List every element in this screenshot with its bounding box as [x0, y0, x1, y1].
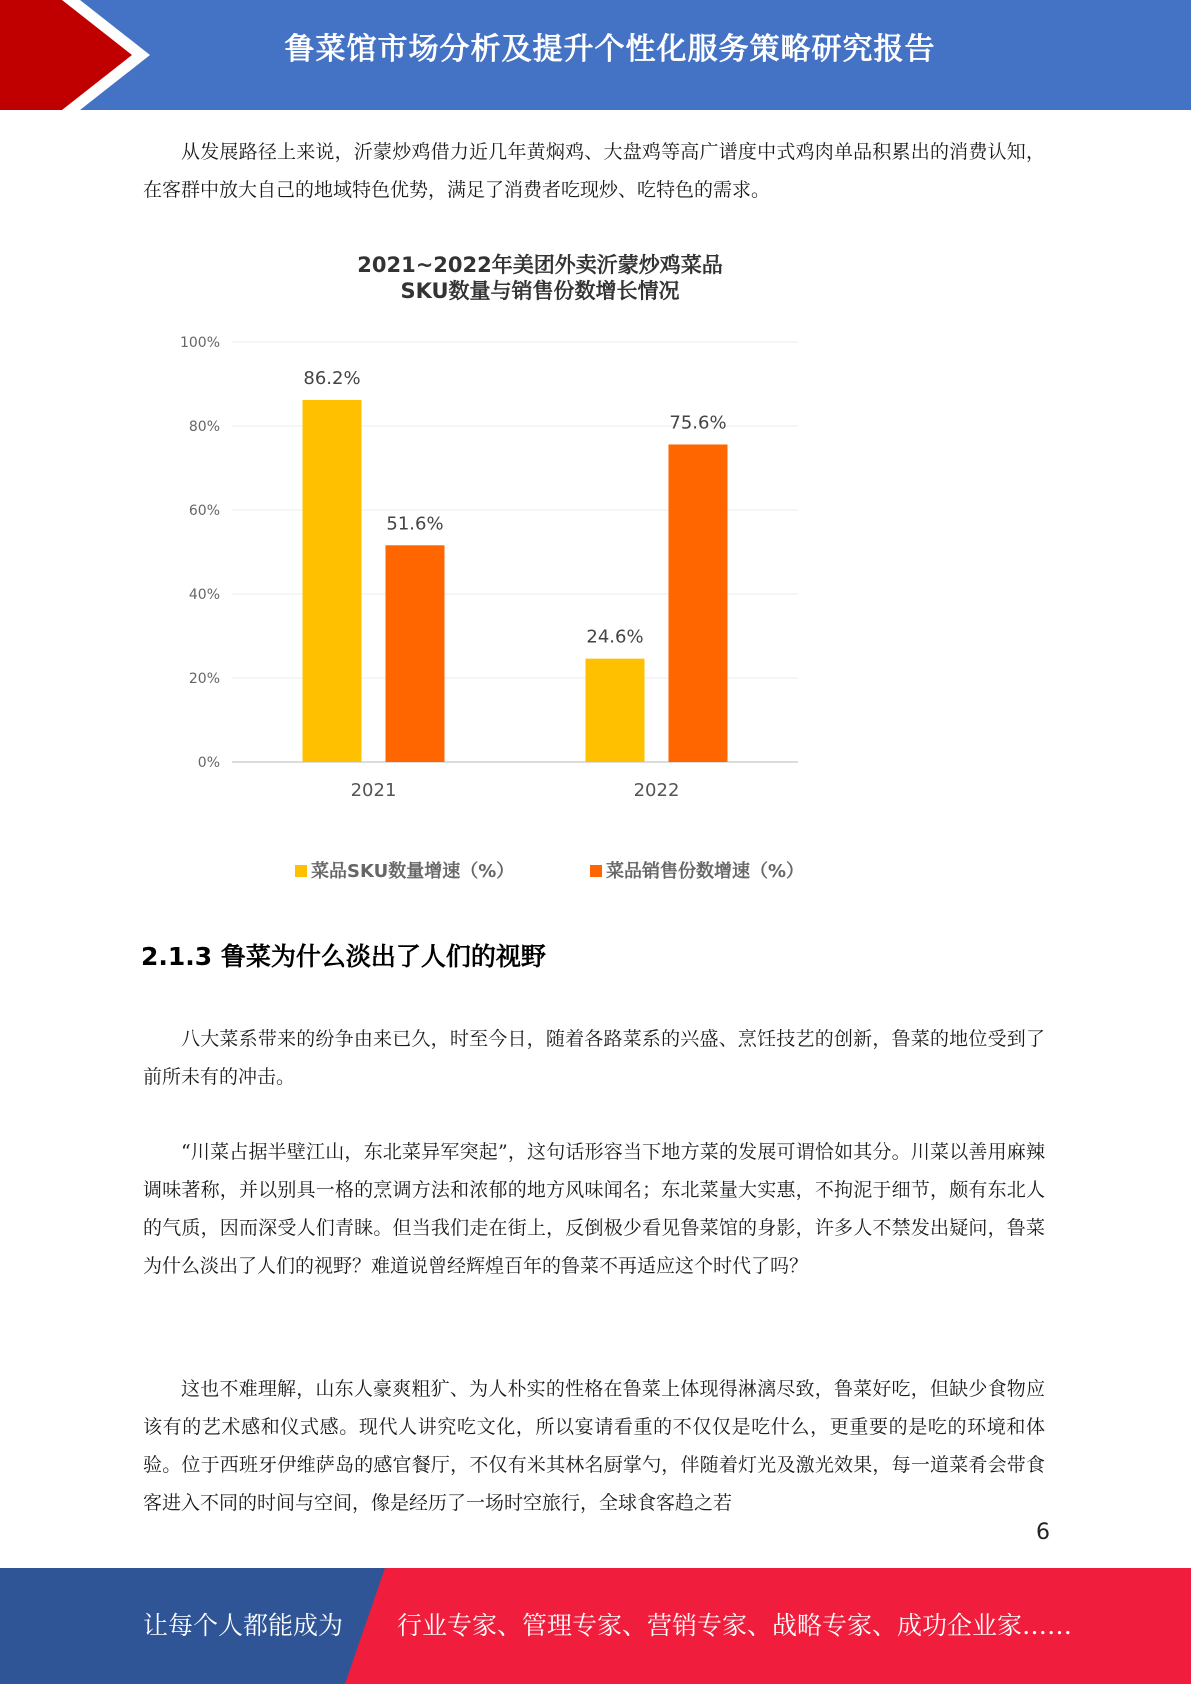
legend-swatch — [590, 865, 602, 877]
bar-sales-2021 — [386, 545, 445, 762]
legend-label: 菜品SKU数量增速（%） — [311, 861, 515, 882]
y-tick-label: 0% — [197, 755, 220, 771]
legend-label: 菜品销售份数增速（%） — [606, 861, 805, 882]
footer-slogan-right: 行业专家、管理专家、营销专家、战略专家、成功企业家…… — [397, 1611, 1073, 1640]
paragraph-body-3: 这也不难理解，山东人豪爽粗犷、为人朴实的性格在鲁菜上体现得淋漓尽致，鲁菜好吃，但缺少食物应该有的艺术感和仪式感。现代人讲究吃文化，所以宴请看重的不仅仅是吃什么，更重要的是吃的环境和体验。位于西班牙伊维萨岛的感官餐厅，不仅有米其林名厨掌勺，伴随着灯光及激光效果，每一道菜肴会带食客进入不同的时间与空间，像是经历了一场时空旅行，全球食客趋之若 — [143, 1378, 1045, 1514]
bar-sales-2022 — [669, 444, 728, 762]
report-title: 鲁菜馆市场分析及提升个性化服务策略研究报告 — [284, 32, 936, 67]
x-tick-label: 2022 — [633, 780, 680, 801]
footer-slogan-left: 让每个人都能成为 — [143, 1611, 344, 1640]
chart-title: 2021~2022年美团外卖沂蒙炒鸡菜品 — [357, 253, 723, 277]
y-tick-label: 100% — [179, 335, 220, 351]
y-tick-label: 80% — [188, 419, 220, 435]
page-number: 6 — [1036, 1520, 1050, 1545]
paragraph-body-2: “川菜占据半壁江山，东北菜异军突起”，这句话形容当下地方菜的发展可谓恰如其分。川菜以善用麻辣调味著称，并以别具一格的烹调方法和浓郁的地方风味闻名；东北菜量大实惠，不拘泥于细节，颇有东北人的气质，因而深受人们青睐。但当我们走在街上，反倒极少看见鲁菜馆的身影，许多人不禁发出疑问，鲁菜为什么淡出了人们的视野？难道说曾经辉煌百年的鲁菜不再适应这个时代了吗？ — [143, 1141, 1045, 1277]
y-tick-label: 20% — [188, 671, 220, 687]
y-tick-label: 40% — [188, 587, 220, 603]
chart-subtitle: SKU数量与销售份数增长情况 — [400, 279, 680, 303]
bar-sku-2022 — [586, 659, 645, 762]
bar-chart — [170, 245, 890, 895]
bar-data-label: 75.6% — [669, 412, 727, 434]
y-tick-label: 60% — [188, 503, 220, 519]
bar-sku-2021 — [303, 400, 362, 762]
section-heading: 2.1.3 鲁菜为什么淡出了人们的视野 — [141, 942, 546, 971]
x-tick-label: 2021 — [350, 780, 397, 801]
bar-data-label: 51.6% — [386, 513, 444, 535]
legend-swatch — [295, 865, 307, 877]
page-footer — [0, 1568, 1191, 1684]
paragraph-body-1: 八大菜系带来的纷争由来已久，时至今日，随着各路菜系的兴盛、烹饪技艺的创新，鲁菜的地位受到了前所未有的冲击。 — [143, 1028, 1045, 1088]
bar-data-label: 24.6% — [586, 626, 644, 648]
paragraph-intro: 从发展路径上来说，沂蒙炒鸡借力近几年黄焖鸡、大盘鸡等高广谱度中式鸡肉单品积累出的消费认知，在客群中放大自己的地域特色优势，满足了消费者吃现炒、吃特色的需求。 — [143, 141, 1045, 201]
page-header — [0, 0, 1191, 110]
bar-data-label: 86.2% — [303, 367, 361, 389]
